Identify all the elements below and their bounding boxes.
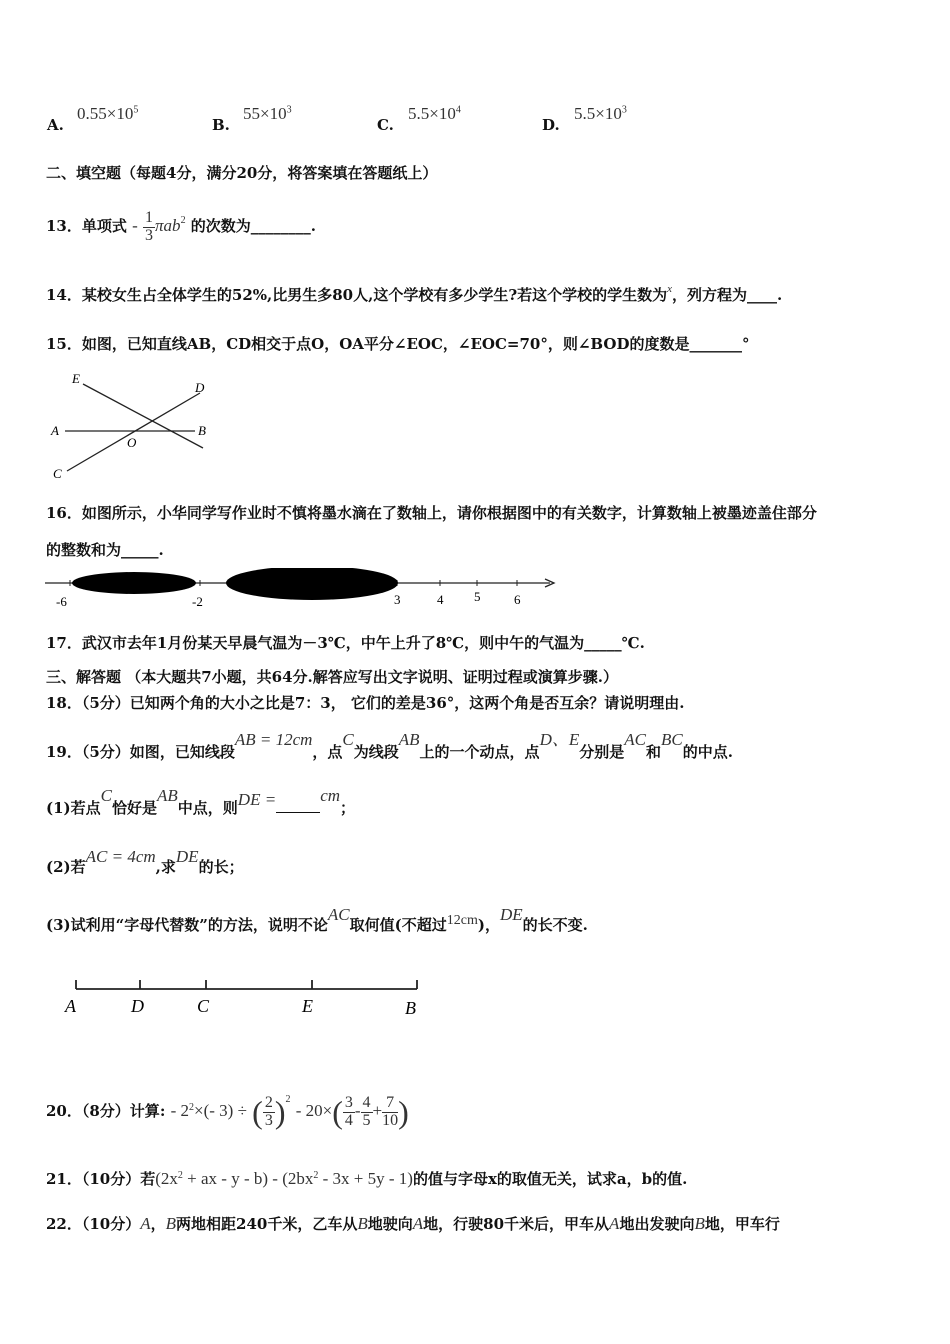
- tick-label: 6: [514, 592, 521, 607]
- question-19-part3: (3)试利用“字母代替数”的方法，说明不论AC取何值(不超过12cm)，DE的长不变.: [46, 905, 588, 934]
- option-d-value: $5.5\times 10^3$: [574, 104, 627, 123]
- label-B: B: [198, 423, 206, 438]
- label-B: B: [405, 998, 416, 1018]
- option-b-letter: B.: [212, 116, 230, 134]
- tick-label: 4: [437, 592, 444, 607]
- question-14: 14．某校女生占全体学生的52%,比男生多80人,这个学校有多少学生?若这个学校的学生数为$^x$，列方程为____.: [46, 283, 783, 304]
- option-d-letter: D.: [542, 116, 560, 134]
- question-15: 15．如图，已知直线AB，CD相交于点O，OA平分∠EOC，∠EOC=70°，则∠BOD的度数是_______°: [46, 335, 750, 353]
- question-13: 13．单项式 - $\frac{1}{3}$ πab$^2$ 的次数为________.: [46, 208, 317, 244]
- question-19-part2: (2)若AC = 4cm,求DE的长；: [46, 847, 244, 876]
- option-c-letter: C.: [377, 116, 394, 134]
- q13-fraction: $\frac{1}{3}$: [145, 208, 154, 244]
- tick-label: 5: [474, 589, 481, 604]
- segment-figure: [60, 972, 440, 1032]
- label-C: C: [53, 466, 62, 481]
- section3-title: 三、解答题 （本大题共7小题，共64分.解答应写出文字说明、证明过程或演算步骤.）: [46, 668, 618, 686]
- label-O: O: [127, 435, 137, 450]
- label-A: A: [51, 423, 59, 438]
- question-19-part1: (1)若点C恰好是AB中点，则DE = cm；: [46, 786, 356, 817]
- option-a-letter: A.: [47, 116, 64, 134]
- ink-blot-right: [226, 568, 398, 600]
- label-D: D: [195, 380, 205, 395]
- question-22: 22．（10分）A，B两地相距240千米，乙车从B地驶向A地，行驶80千米后，甲车从A地出发驶向B地，甲车行: [46, 1214, 780, 1233]
- option-b-value: $55\times 10^3$: [243, 104, 292, 123]
- option-a-value: $0.55\times 10^5$: [77, 104, 139, 123]
- question-20: 20．（8分）计算: - $2^2\times(-$ 3) ÷ ( $\frac{2}{3}$ )$^2$ - 20×( $\frac{3}{4}$ - $\frac{4}{5}$ + $\frac{7}{10}$ ): [46, 1093, 409, 1130]
- section2-title: 二、填空题（每题4分，满分20分，将答案填在答题纸上）: [46, 164, 438, 182]
- label-A: A: [65, 996, 76, 1016]
- option-c-value: $5.5\times 10^4$: [408, 104, 461, 123]
- tick-label: 3: [394, 592, 401, 607]
- label-D: D: [131, 996, 144, 1016]
- label-C: C: [197, 996, 210, 1016]
- question-17: 17．武汉市去年1月份某天早晨气温为－3℃，中午上升了8℃，则中午的气温为_____℃.: [46, 634, 645, 652]
- question-16-line2: 的整数和为_____.: [46, 541, 164, 559]
- tick-label: -6: [56, 594, 67, 609]
- intersecting-lines-figure: [45, 368, 225, 483]
- label-E: E: [72, 371, 80, 386]
- tick-label: -2: [192, 594, 203, 609]
- number-line-figure: [40, 568, 570, 613]
- question-16-line1: 16．如图所示，小华同学写作业时不慎将墨水滴在了数轴上，请你根据图中的有关数字，计算数轴上被墨迹盖住部分: [46, 504, 817, 522]
- question-18: 18．（5分）已知两个角的大小之比是7：3， 它们的差是36°，这两个角是否互余？请说明理由.: [46, 694, 685, 712]
- ink-blot-left: [72, 572, 196, 594]
- question-19: 19．（5分）如图，已知线段AB = 12cm，点C为线段AB上的一个动点，点D、E分别是AC和BC的中点.: [46, 730, 733, 761]
- label-E: E: [302, 996, 313, 1016]
- question-21: 21．（10分）若($2x^2$ + ax - $y - b) - (2bx^2 - 3x + 5y - 1)$的值与字母x的取值无关，试求a，b的值.: [46, 1169, 688, 1188]
